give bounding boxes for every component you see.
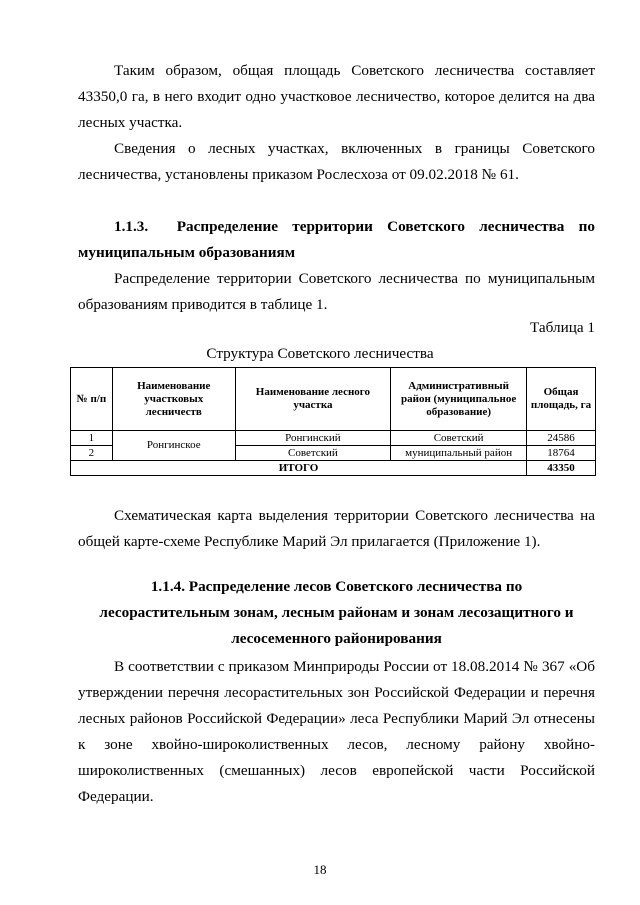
paragraph-distribution-intro: Распределение территории Советского лесничества по муниципальным образованиям приводится в таблице 1.: [78, 270, 595, 313]
table-total-row: [71, 461, 596, 476]
section-heading-line: лесосеменного районирования: [231, 630, 442, 647]
paragraph-schematic-map: Схематическая карта выделения территории Советского лесничества на общей карте-схеме Республике Марий Эл прилагается (Приложение 1).: [78, 507, 595, 550]
header-num: № п/п: [71, 368, 113, 431]
section-heading-1-1-3: [78, 214, 595, 266]
paragraph-total-area: Таким образом, общая площадь Советского лесничества составляет 43350,0 га, в него входит одно участковое лесничество, которое делится на два лесных участка.: [78, 62, 595, 131]
section-number: 1.1.3.: [114, 218, 149, 235]
cell-admin-region: Советский: [391, 431, 527, 446]
structure-table: [70, 367, 596, 476]
cell-forest-plot: Ронгинский: [235, 431, 391, 446]
cell-num: 2: [71, 446, 113, 461]
table-caption: Структура Советского лесничества: [206, 345, 434, 362]
total-area: 43350: [527, 461, 596, 476]
section-heading-line: 1.1.4. Распределение лесов Советского лесничества по: [150, 578, 523, 595]
cell-forest-plot: Советский: [235, 446, 391, 461]
paragraph-forest-zones: В соответствии с приказом Минприроды России от 18.08.2014 № 367 «Об утверждении перечня лесорастительных зон Российской Федерации и перечня лесных районов Российской Федерации» леса Республики Марий Эл отнесены к зоне хвойно-широколиственных лесов, лесному району хвойно-широколиственных (смешанных) лесов европейской части Российской Федерации.: [78, 658, 595, 805]
cell-district-forestry: Ронгинское: [112, 431, 235, 461]
cell-area: 18764: [527, 446, 596, 461]
total-label: ИТОГО: [71, 461, 527, 476]
table-row: [71, 431, 596, 446]
header-area: Общая площадь, га: [527, 368, 596, 431]
section-title: Распределение территории Советского лесничества по муниципальным образованиям: [78, 218, 596, 261]
section-heading-line: лесорастительным зонам, лесным районам и зонам лесозащитного и: [99, 604, 574, 621]
table-label: Таблица 1: [530, 319, 595, 336]
cell-area: 24586: [527, 431, 596, 446]
section-heading-1-1-4: [78, 574, 595, 652]
header-admin-region: Административный район (муниципальное образование): [391, 368, 527, 431]
header-forest-plot: Наименование лесного участка: [235, 368, 391, 431]
paragraph-forest-plots-order: Сведения о лесных участках, включенных в границы Советского лесничества, установлены приказом Рослесхоза от 09.02.2018 № 61.: [78, 140, 595, 183]
page-number: 18: [313, 862, 327, 877]
table-header-row: [71, 368, 596, 431]
cell-admin-region: муниципальный район: [391, 446, 527, 461]
header-district-forestry: Наименование участковых лесничеств: [112, 368, 235, 431]
cell-num: 1: [71, 431, 113, 446]
